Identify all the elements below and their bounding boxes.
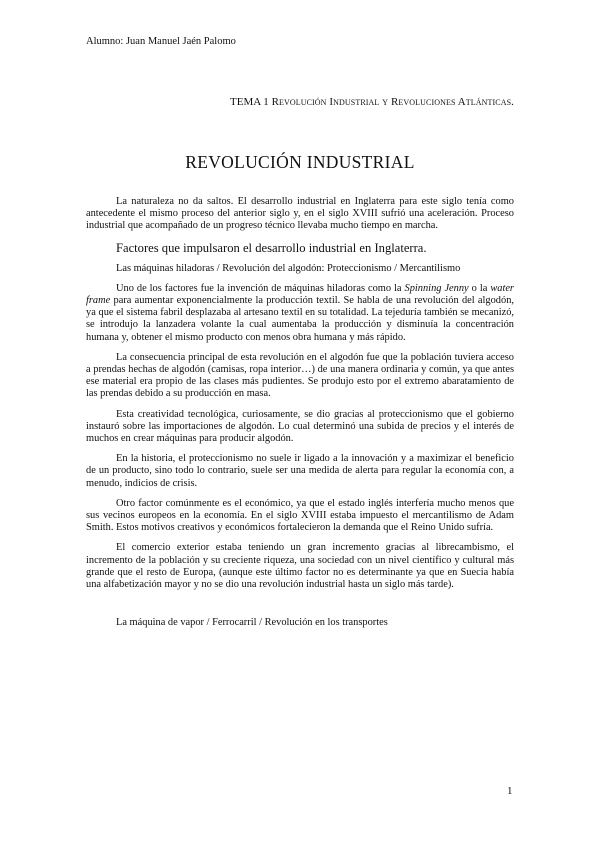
theme-heading — [230, 96, 514, 108]
paragraph-protectionism: En la historia, el proteccionismo no suele ir ligado a la innovación y a maximizar el beneficio de un producto, sino todo lo contrario, suele ser una medida de alerta para regular la economía con, a menudo, indicios de crisis. — [86, 453, 514, 489]
p1-italic-water-frame: water frame — [86, 282, 514, 307]
section-heading-steam: La máquina de vapor / Ferrocarril / Revolución en los transportes — [116, 617, 388, 629]
student-name: Alumno: Juan Manuel Jaén Palomo — [86, 36, 236, 47]
paragraph-creativity: Esta creatividad tecnológica, curiosamente, se dio gracias al proteccionismo que el gobierno instauró sobre las importaciones de algodón. Lo cual determinó una subida de precios y el interés de muchos en crear máquinas para producir algodón. — [86, 408, 514, 445]
theme-prefix: TEMA 1 — [230, 96, 272, 108]
page-number: 1 — [507, 785, 513, 797]
paragraph-economic-factor: Otro factor comúnmente es el económico, ya que el estado inglés interfería mucho menos que sus vecinos europeos en la economía. En el siglo XVIII estaba impuesto el mercantilismo de Adam Smith. Estos motivos creativos y económicos fortalecieron la demanda que el Reino Unido sufría. — [86, 497, 514, 534]
p1-italic-spinning-jenny: Spinning Jenny — [404, 282, 469, 294]
paragraph-consequence: La consecuencia principal de esta revolución en el algodón fue que la población tuviera acceso a prendas hechas de algodón (camisas, ropa interior…) de una manera ordinaria y común, ya que antes ese material era propio de las clases más pudientes. Se produjo esto por el extremo abaratamiento de las prendas debido a su producción en masa. — [86, 351, 514, 400]
document-title: REVOLUCIÓN INDUSTRIAL — [185, 152, 415, 172]
paragraph-spinning-machines — [86, 283, 514, 344]
p1-text-mid: o la — [468, 282, 491, 294]
p1-text-end: para aumentar exponencialmente la producción textil. Se habla de una revolución del algodón, ya que el sistema fabril desplazaba al artesano textil en su totalidad. La tejeduría también se mecanizó, se introdujo la lanzadera volante la cual aumentaba la producción y disminuía la concentración humana y, obtener el mismo producto con menos obra humana y más rápido. — [86, 295, 514, 343]
theme-title: Revolución Industrial y Revoluciones Atlánticas. — [271, 96, 514, 108]
document-body — [86, 196, 514, 637]
p1-text-start: Uno de los factores fue la invención de máquinas hiladoras como la — [116, 282, 405, 294]
section-heading-spinning: Las máquinas hiladoras / Revolución del algodón: Proteccionismo / Mercantilismo — [116, 262, 461, 274]
paragraph-foreign-trade: El comercio exterior estaba teniendo un gran incremento gracias al librecambismo, el incremento de la población y su creciente riqueza, una sociedad con un nivel científico y cultural más grande que el resto de Europa, (aunque este último factor no es determinante ya que en Suecia había una alfabetización mayor y no se dio una revolución industrial hasta un siglo más tarde). — [86, 542, 514, 591]
intro-paragraph: La naturaleza no da saltos. El desarrollo industrial en Inglaterra para este siglo tenía como antecedente el mismo proceso del anterior siglo y, en el siglo XVIII sufrió una aceleración. Proceso industrial que acompañado de un progreso técnico llevaba mucho tiempo en marcha. — [86, 196, 514, 232]
section-subheading: Factores que impulsaron el desarrollo industrial en Inglaterra. — [116, 240, 427, 255]
